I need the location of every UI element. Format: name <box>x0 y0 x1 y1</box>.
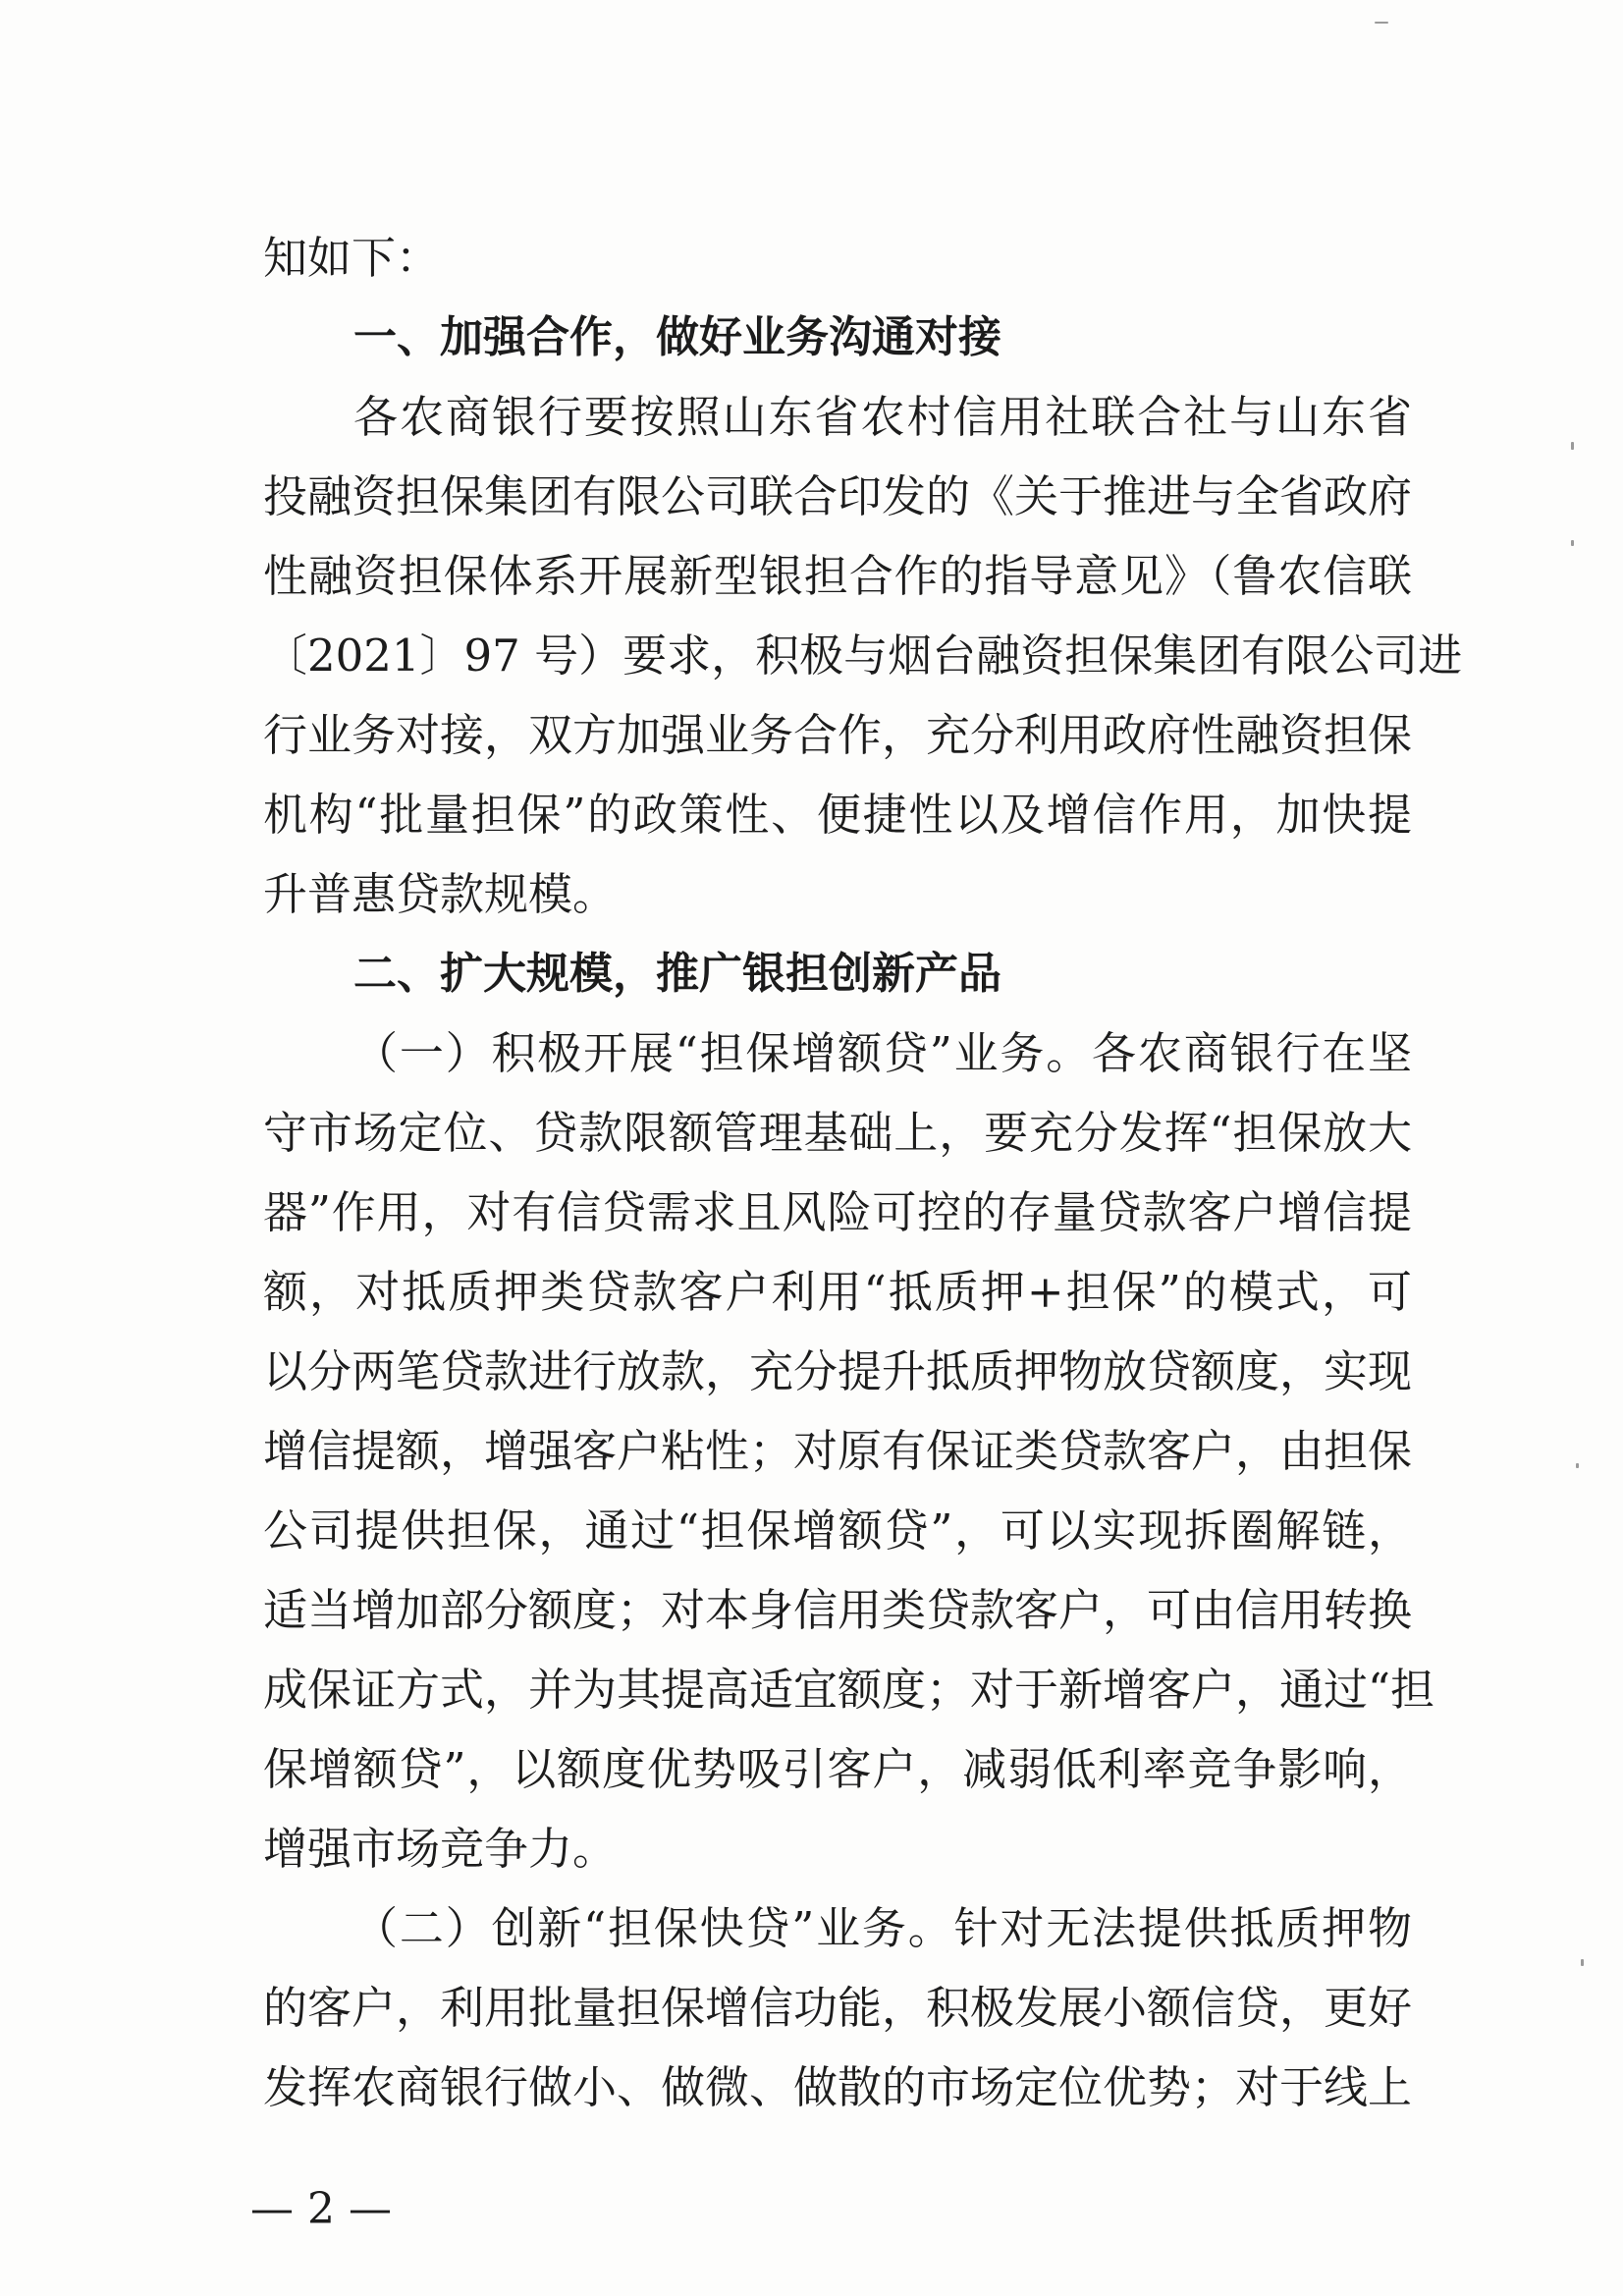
body-line: 〔2021〕97 号）要求，积极与烟台融资担保集团有限公司进 <box>263 629 1463 682</box>
body-line: 机构“批量担保”的政策性、便捷性以及增信作用，加快提 <box>263 789 1412 841</box>
body-line: 投融资担保集团有限公司联合印发的《关于推进与全省政府 <box>263 470 1413 522</box>
body-line: 性融资担保体系开展新型银担合作的指导意见》（鲁农信联 <box>263 550 1412 602</box>
body-line: 知如下： <box>263 232 441 284</box>
page-number: — 2 — <box>250 2184 392 2234</box>
body-line: 公司提供担保，通过“担保增额贷”，可以实现拆圈解链， <box>263 1504 1412 1557</box>
section-heading: 二、扩大规模，推广银担创新产品 <box>353 949 1001 999</box>
body-line: 增强市场竞争力。 <box>263 1823 618 1875</box>
body-line: 器”作用，对有信贷需求且风险可控的存量贷款客户增信提 <box>263 1186 1412 1238</box>
scan-speck <box>1581 1959 1584 1966</box>
body-line: 的客户，利用批量担保增信功能，积极发展小额信贷，更好 <box>263 1982 1413 2034</box>
scan-speck <box>1571 442 1574 450</box>
scan-speck <box>1576 1463 1579 1468</box>
body-line: 保增额贷”，以额度优势吸引客户，减弱低利率竞争影响， <box>263 1743 1412 1795</box>
body-line: 适当增加部分额度；对本身信用类贷款客户，可由信用转换 <box>263 1584 1413 1636</box>
document-body <box>263 218 1463 2127</box>
body-line: 成保证方式，并为其提高适宜额度；对于新增客户，通过“担 <box>263 1664 1435 1716</box>
body-line: （一）积极开展“担保增额贷”业务。各农商银行在坚 <box>353 1027 1412 1079</box>
body-line: 增信提额，增强客户粘性；对原有保证类贷款客户，由担保 <box>263 1425 1413 1477</box>
body-line: 行业务对接，双方加强业务合作，充分利用政府性融资担保 <box>263 709 1413 761</box>
scan-speck <box>1375 22 1388 24</box>
body-line: 守市场定位、贷款限额管理基础上，要充分发挥“担保放大 <box>263 1107 1412 1159</box>
section-heading: 一、加强合作，做好业务沟通对接 <box>353 312 1001 362</box>
body-line: 各农商银行要按照山东省农村信用社联合社与山东省 <box>353 391 1412 443</box>
body-line: （二）创新“担保快贷”业务。针对无法提供抵质押物 <box>353 1902 1412 1954</box>
body-line: 发挥农商银行做小、做微、做散的市场定位优势；对于线上 <box>263 2061 1413 2113</box>
body-line: 额，对抵质押类贷款客户利用“抵质押+担保”的模式，可 <box>263 1266 1412 1318</box>
body-line: 以分两笔贷款进行放款，充分提升抵质押物放贷额度，实现 <box>263 1345 1413 1397</box>
body-line: 升普惠贷款规模。 <box>263 868 618 920</box>
scan-speck <box>1571 540 1574 546</box>
